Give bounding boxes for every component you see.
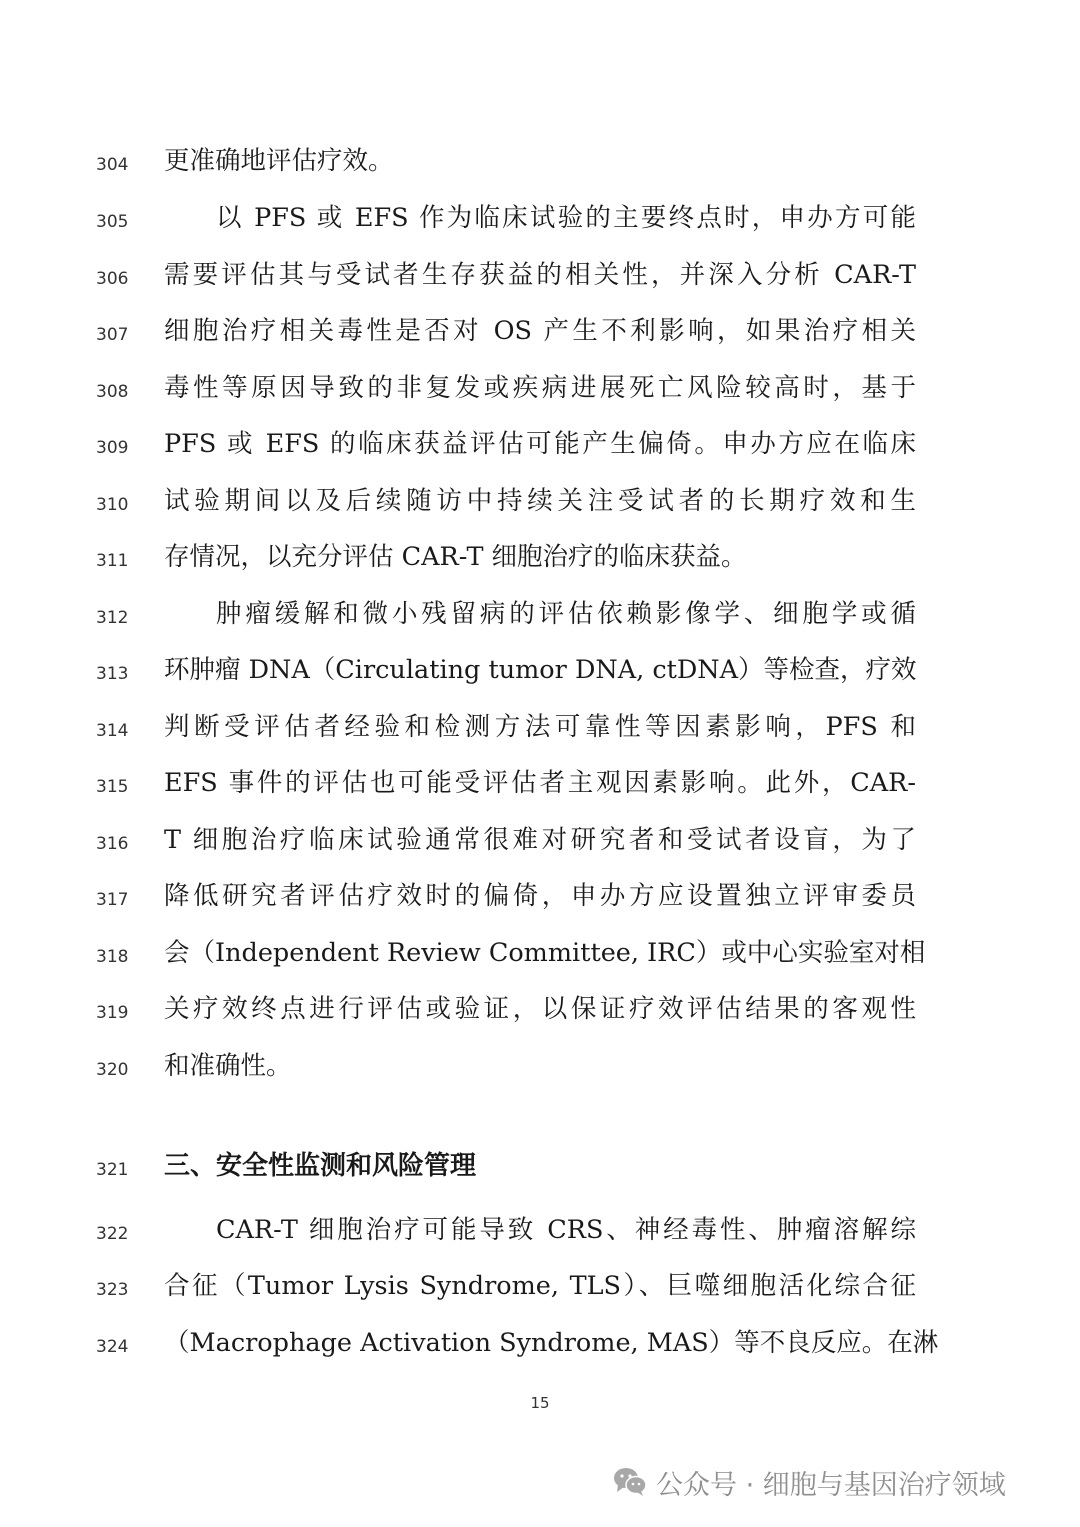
text-line: [0, 820, 1080, 860]
line-text: 关疗效终点进行评估或验证，以保证疗效评估结果的客观性: [164, 994, 916, 1024]
text-line: [0, 1266, 1080, 1306]
text-line: [0, 594, 1080, 634]
text-line: [0, 933, 1080, 973]
line-text: 存情况，以充分评估 CAR-T 细胞治疗的临床获益。: [164, 542, 747, 572]
line-text: 毒性等原因导致的非复发或疾病进展死亡风险较高时，基于: [164, 373, 916, 403]
line-text: T 细胞治疗临床试验通常很难对研究者和受试者设盲，为了: [164, 825, 916, 855]
line-text: 降低研究者评估疗效时的偏倚，申办方应设置独立评审委员: [164, 881, 916, 911]
line-text: 判断受评估者经验和检测方法可靠性等因素影响，PFS 和: [164, 712, 916, 742]
line-number: 310: [96, 495, 129, 515]
line-number: 321: [96, 1160, 129, 1180]
line-number: 324: [96, 1337, 129, 1357]
line-text: 试验期间以及后续随访中持续关注受试者的长期疗效和生: [164, 486, 916, 516]
line-text: 以 PFS 或 EFS 作为临床试验的主要终点时，申办方可能: [216, 203, 916, 233]
line-text: 环肿瘤 DNA（Circulating tumor DNA, ctDNA）等检查，疗效: [164, 655, 917, 685]
line-number: 312: [96, 608, 129, 628]
line-number: 319: [96, 1003, 129, 1023]
text-line: [0, 1210, 1080, 1250]
line-text: PFS 或 EFS 的临床获益评估可能产生偏倚。申办方应在临床: [164, 429, 916, 459]
line-number: 317: [96, 890, 129, 910]
text-line: [0, 368, 1080, 408]
line-number: 309: [96, 438, 129, 458]
line-number: 313: [96, 664, 129, 684]
text-line: [0, 481, 1080, 521]
text-line: [0, 537, 1080, 577]
line-text: EFS 事件的评估也可能受评估者主观因素影响。此外，CAR-: [164, 768, 916, 798]
line-number: 320: [96, 1060, 129, 1080]
line-number: 315: [96, 777, 129, 797]
text-line: [0, 141, 1080, 181]
line-number: 322: [96, 1224, 129, 1244]
line-text: 需要评估其与受试者生存获益的相关性，并深入分析 CAR-T: [164, 260, 916, 290]
line-text: 合征（Tumor Lysis Syndrome, TLS）、巨噬细胞活化综合征: [164, 1271, 916, 1301]
line-text: 更准确地评估疗效。: [164, 146, 394, 176]
line-text: （Macrophage Activation Syndrome, MAS）等不良反应。在淋: [164, 1328, 939, 1358]
text-line: [0, 198, 1080, 238]
line-number: 308: [96, 382, 129, 402]
line-number: 307: [96, 325, 129, 345]
line-number: 314: [96, 721, 129, 741]
section-heading-text: 三、安全性监测和风险管理: [164, 1151, 477, 1181]
page-number: 15: [530, 1394, 550, 1412]
line-text: 会（Independent Review Committee, IRC）或中心实验室对相: [164, 938, 926, 968]
line-number: 311: [96, 551, 129, 571]
line-text: 和准确性。: [164, 1051, 292, 1081]
section-heading: [0, 1146, 1080, 1186]
watermark: [612, 1458, 1006, 1506]
line-number: 323: [96, 1280, 129, 1300]
wechat-icon: [612, 1466, 648, 1498]
text-line: [0, 707, 1080, 747]
text-line: [0, 876, 1080, 916]
line-number: 306: [96, 269, 129, 289]
line-text: CAR-T 细胞治疗可能导致 CRS、神经毒性、肿瘤溶解综: [216, 1215, 916, 1245]
line-number: 318: [96, 947, 129, 967]
text-line: [0, 311, 1080, 351]
text-line: [0, 1046, 1080, 1086]
line-number: 316: [96, 834, 129, 854]
line-text: 细胞治疗相关毒性是否对 OS 产生不利影响，如果治疗相关: [164, 316, 916, 346]
text-line: [0, 650, 1080, 690]
watermark-text: 公众号 · 细胞与基因治疗领域: [656, 1469, 1006, 1501]
text-line: [0, 763, 1080, 803]
line-number: 304: [96, 155, 129, 175]
line-text: 肿瘤缓解和微小残留病的评估依赖影像学、细胞学或循: [216, 599, 916, 629]
line-number: 305: [96, 212, 129, 232]
text-line: [0, 989, 1080, 1029]
text-line: [0, 255, 1080, 295]
text-line: [0, 1323, 1080, 1363]
text-line: [0, 424, 1080, 464]
